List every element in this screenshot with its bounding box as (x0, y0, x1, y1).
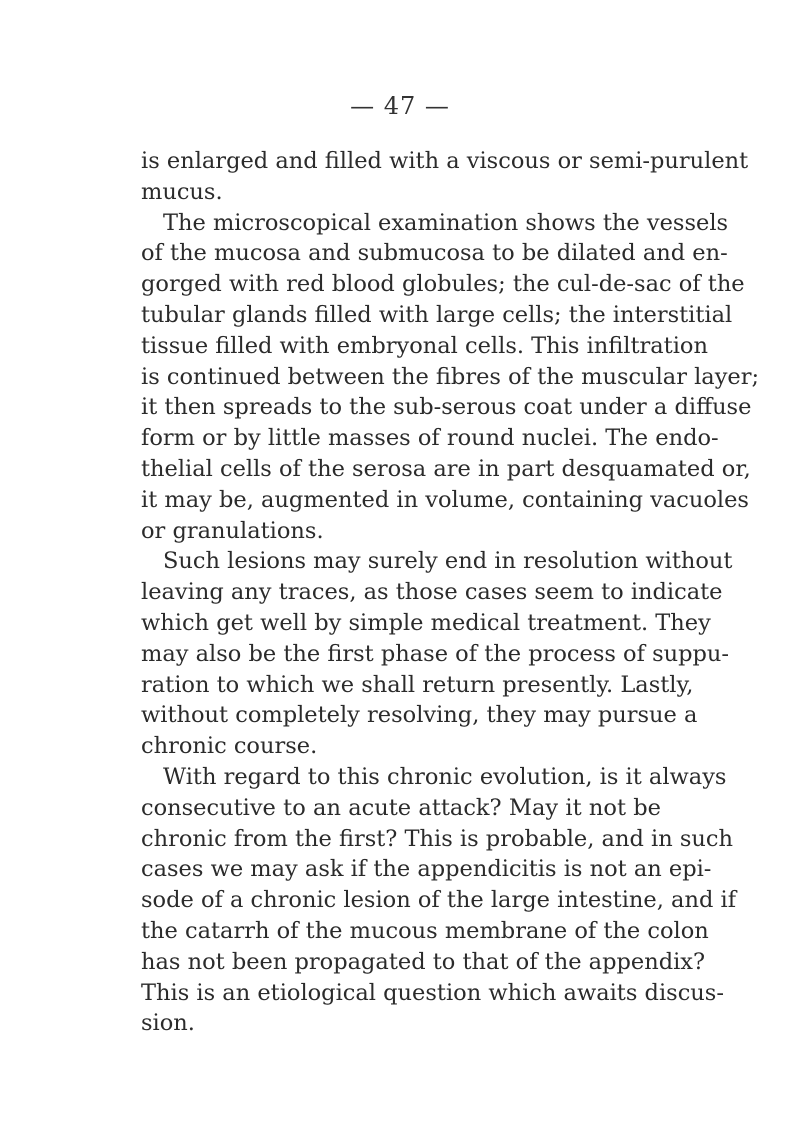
text-line: sode of a chronic lesion of the large intestine, and if (141, 887, 737, 914)
text-line: tubular glands filled with large cells; the interstitial (141, 301, 733, 328)
text-line: may also be the first phase of the process of suppu- (141, 640, 730, 667)
text-line: it then spreads to the sub-serous coat under a diffuse (141, 394, 752, 421)
text-line: sion. (141, 1010, 195, 1037)
text-line: chronic from the first? This is probable, and in such (141, 825, 733, 852)
text-line: it may be, augmented in volume, containing vacuoles (141, 486, 749, 513)
text-line: the catarrh of the mucous membrane of the colon (141, 917, 709, 944)
page-number: — 47 — (350, 92, 450, 120)
text-line: without completely resolving, they may pursue a (141, 702, 698, 729)
text-line: of the mucosa and submucosa to be dilated and en- (141, 240, 728, 267)
text-line: form or by little masses of round nuclei. The endo- (141, 425, 719, 452)
text-line: The microscopical examination shows the vessels (163, 209, 729, 236)
text-line: This is an etiological question which awaits discus- (141, 979, 724, 1006)
text-line: With regard to this chronic evolution, is it always (163, 763, 727, 790)
text-line: has not been propagated to that of the appendix? (141, 948, 706, 975)
text-line: consecutive to an acute attack? May it not be (141, 794, 661, 821)
text-line: mucus. (141, 178, 223, 205)
text-line: is enlarged and filled with a viscous or semi-purulent (141, 148, 749, 174)
text-line: thelial cells of the serosa are in part desquamated or, (141, 455, 751, 482)
text-line: cases we may ask if the appendicitis is not an epi- (141, 856, 712, 883)
text-line: Such lesions may surely end in resolution without (163, 548, 733, 575)
body-text (141, 146, 760, 1039)
text-line: chronic course. (141, 733, 318, 760)
text-line: tissue filled with embryonal cells. This infiltration (141, 332, 708, 359)
text-line: gorged with red blood globules; the cul-de-sac of the (141, 271, 745, 298)
text-line: or granulations. (141, 517, 324, 544)
text-line: is continued between the fibres of the muscular layer; (141, 363, 760, 390)
text-line: leaving any traces, as those cases seem to indicate (141, 579, 723, 606)
text-line: which get well by simple medical treatment. They (141, 609, 711, 636)
text-line: ration to which we shall return presently. Lastly, (141, 671, 694, 698)
